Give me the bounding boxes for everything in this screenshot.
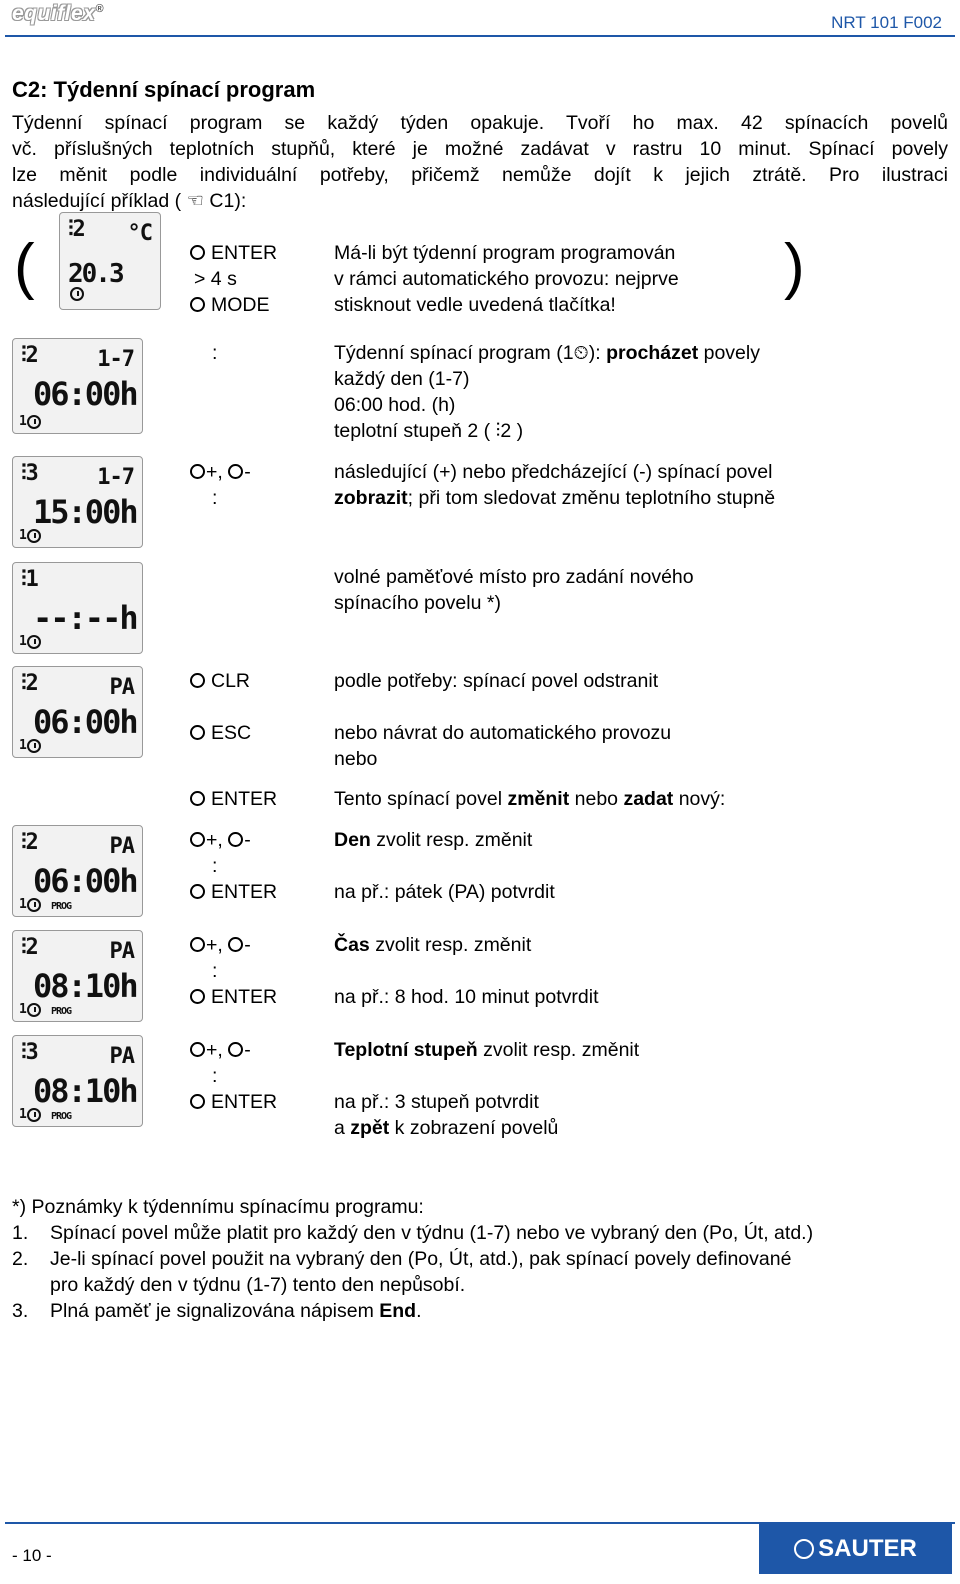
program-number: 1 <box>19 528 26 543</box>
text-span: Týdenní spínací program ( <box>334 342 563 364</box>
note-item <box>12 1246 813 1298</box>
temperature-readout: 20.3 <box>68 259 123 289</box>
note-number: 1. <box>12 1222 29 1244</box>
key-label: - <box>244 934 251 956</box>
clock-icon <box>27 635 41 649</box>
button-bullet-icon <box>190 832 205 847</box>
instruction-text <box>334 720 671 772</box>
key-label: - <box>244 829 251 851</box>
key-label: ENTER <box>211 242 278 264</box>
notes-section <box>12 1194 813 1324</box>
prog-indicator: PROG <box>51 1006 72 1017</box>
key-column <box>190 1037 277 1115</box>
day-indicator: PA <box>109 834 134 859</box>
key-label: CLR <box>211 670 251 692</box>
button-bullet-icon <box>190 1042 205 1057</box>
clock-icon <box>27 1003 41 1017</box>
button-bullet-icon <box>228 1042 243 1057</box>
intro-line: následující příklad ( ☜ C1): <box>12 190 247 212</box>
time-readout: 06:00h <box>33 375 137 413</box>
key-label: : <box>212 960 218 982</box>
button-bullet-icon <box>190 725 205 740</box>
text-line: na př.: pátek (PA) potvrdit <box>334 881 555 903</box>
program-number: 1 <box>19 897 26 912</box>
note-item <box>12 1298 813 1324</box>
text-span: a <box>334 1117 351 1139</box>
key-column <box>190 786 277 812</box>
document-code: NRT 101 F002 <box>831 13 942 32</box>
note-number: 3. <box>12 1300 29 1322</box>
button-bullet-icon <box>190 884 205 899</box>
open-parenthesis: ( <box>14 232 35 301</box>
sauter-emblem-icon <box>794 1539 814 1559</box>
key-column <box>190 827 277 905</box>
program-number: 1 <box>19 414 26 429</box>
temp-level-indicator: ⫶2 <box>68 217 85 242</box>
clock-icon <box>70 287 84 301</box>
button-bullet-icon <box>190 464 205 479</box>
program-number: 1 <box>19 1002 26 1017</box>
bold-text: zobrazit <box>334 487 408 509</box>
instruction-text <box>334 932 599 1010</box>
brand-logo: equiflex® <box>12 2 104 25</box>
instruction-text <box>334 827 555 905</box>
text-line: nebo návrat do automatického provozu <box>334 722 672 744</box>
intro-paragraph <box>12 110 948 214</box>
text-span: k zobrazení povelů <box>389 1117 559 1139</box>
intro-line: lze měnit podle individuální potřeby, přičemž nemůže dojít k jejich ztrátě. Pro ilustraci <box>12 164 948 186</box>
clock-icon <box>27 415 41 429</box>
unit-indicator: °C <box>127 221 152 246</box>
clock-icon <box>27 739 41 753</box>
program-clock-symbol: 1⏲ <box>562 342 589 364</box>
lcd-display <box>12 456 143 548</box>
lcd-display <box>12 930 143 1022</box>
bold-text: změnit <box>507 788 570 810</box>
hold-duration: > 4 s <box>194 268 237 290</box>
clock-icon <box>27 898 41 912</box>
key-column <box>190 459 251 511</box>
key-label: ESC <box>211 722 252 744</box>
day-indicator: PA <box>109 939 134 964</box>
key-label: +, <box>206 1039 229 1061</box>
bold-text: procházet <box>606 342 699 364</box>
brand-name: SAUTER <box>818 1535 917 1562</box>
button-bullet-icon <box>228 937 243 952</box>
day-indicator: 1-7 <box>97 347 134 372</box>
time-readout: 08:10h <box>33 967 137 1005</box>
instruction-text <box>334 240 679 318</box>
key-label: ENTER <box>211 881 278 903</box>
key-column <box>190 720 251 746</box>
instruction-text <box>334 1037 639 1141</box>
key-column <box>190 932 277 1010</box>
text-span: Tento spínací povel <box>334 788 508 810</box>
text-line: v rámci automatického provozu: nejprve <box>334 268 679 290</box>
bold-text: Čas <box>334 934 370 956</box>
text-span: zvolit resp. změnit <box>369 934 532 956</box>
key-column <box>190 668 250 694</box>
time-readout: 06:00h <box>33 862 137 900</box>
text-line: spínacího povelu *) <box>334 592 501 614</box>
key-column: : <box>212 342 218 364</box>
button-bullet-icon <box>228 832 243 847</box>
lcd-display <box>12 338 143 434</box>
note-text: Plná paměť je signalizována nápisem <box>50 1300 380 1322</box>
text-line: Má-li být týdenní program programován <box>334 242 676 264</box>
prog-indicator: PROG <box>51 1111 72 1122</box>
text-line: nebo <box>334 748 378 770</box>
text-line: volné paměťové místo pro zadání nového <box>334 566 694 588</box>
instruction-text <box>334 564 694 616</box>
text-span: zvolit resp. změnit <box>477 1039 640 1061</box>
lcd-display <box>12 1035 143 1127</box>
lcd-display <box>59 212 161 310</box>
text-line: na př.: 3 stupeň potvrdit <box>334 1091 539 1113</box>
key-label: +, <box>206 461 229 483</box>
button-bullet-icon <box>228 464 243 479</box>
day-indicator: PA <box>109 675 134 700</box>
close-parenthesis: ) <box>784 232 805 301</box>
temp-level-indicator: ⫶2 <box>21 671 38 696</box>
button-bullet-icon <box>190 297 205 312</box>
key-label: - <box>244 461 251 483</box>
button-bullet-icon <box>190 791 205 806</box>
key-label: ENTER <box>211 1091 278 1113</box>
note-number: 2. <box>12 1248 29 1270</box>
key-column <box>190 240 277 318</box>
lcd-display <box>12 666 143 758</box>
text-span: nebo <box>569 788 624 810</box>
temp-level-indicator: ⫶3 <box>21 461 38 486</box>
intro-line: vč. příslušných teplotních stupňů, které je možné zadávat v rastru 10 minut. Spínací povely <box>12 138 948 160</box>
key-label: : <box>212 1065 218 1087</box>
bold-text: Teplotní stupeň <box>334 1039 478 1061</box>
program-number: 1 <box>19 634 26 649</box>
text-span: zvolit resp. změnit <box>370 829 533 851</box>
temp-level-indicator: ⫶2 <box>21 935 38 960</box>
text-line: každý den (1-7) <box>334 368 470 390</box>
key-label: : <box>212 855 218 877</box>
text-line: teplotní stupeň 2 ( ⫶2 ) <box>334 420 524 442</box>
note-text: Je-li spínací povel použit na vybraný den (Po, Út, atd.), pak spínací povely definované <box>50 1248 792 1270</box>
day-indicator: 1-7 <box>97 465 134 490</box>
text-line: 06:00 hod. (h) <box>334 394 456 416</box>
button-bullet-icon <box>190 673 205 688</box>
lcd-display <box>12 562 143 654</box>
temp-level-indicator: ⫶3 <box>21 1040 38 1065</box>
time-readout: 06:00h <box>33 703 137 741</box>
day-indicator: PA <box>109 1044 134 1069</box>
note-item <box>12 1220 813 1246</box>
button-bullet-icon <box>190 937 205 952</box>
page-number: - 10 - <box>12 1546 52 1565</box>
instruction-text <box>334 786 725 812</box>
key-label: ENTER <box>211 788 278 810</box>
bold-text: Den <box>334 829 371 851</box>
time-readout: 08:10h <box>33 1072 137 1110</box>
temp-level-indicator: ⫶1 <box>21 567 38 592</box>
lcd-display <box>12 825 143 917</box>
key-label: +, <box>206 934 229 956</box>
bold-text: zadat <box>623 788 674 810</box>
program-number: 1 <box>19 1107 26 1122</box>
bold-text: End <box>379 1300 417 1322</box>
text-span: ): <box>588 342 607 364</box>
prog-indicator: PROG <box>51 901 72 912</box>
button-bullet-icon <box>190 1094 205 1109</box>
clock-icon <box>27 529 41 543</box>
time-readout: 15:00h <box>33 493 137 531</box>
time-readout: --:--h <box>33 599 137 637</box>
button-bullet-icon <box>190 245 205 260</box>
note-text: Spínací povel může platit pro každý den v týdnu (1-7) nebo ve vybraný den (Po, Út, atd.) <box>50 1222 814 1244</box>
note-text: . <box>416 1300 422 1322</box>
clock-icon <box>27 1108 41 1122</box>
instruction-text <box>334 340 760 444</box>
text-line: následující (+) nebo předcházející (-) spínací povel <box>334 461 773 483</box>
note-text: pro každý den v týdnu (1-7) tento den nepůsobí. <box>50 1274 466 1296</box>
button-bullet-icon <box>190 989 205 1004</box>
sauter-logo <box>759 1524 952 1574</box>
header-divider <box>5 35 955 37</box>
text-line: na př.: 8 hod. 10 minut potvrdit <box>334 986 599 1008</box>
key-label: ENTER <box>211 986 278 1008</box>
temp-level-indicator: ⫶2 <box>21 830 38 855</box>
text-line: stisknout vedle uvedená tlačítka! <box>334 294 616 316</box>
program-number: 1 <box>19 738 26 753</box>
text-span: nový: <box>673 788 726 810</box>
key-label: : <box>212 487 218 509</box>
intro-line: Týdenní spínací program se každý týden opakuje. Tvoří ho max. 42 spínacích povelů <box>12 112 948 134</box>
instruction-text: podle potřeby: spínací povel odstranit <box>334 670 659 692</box>
text-span: povely <box>698 342 760 364</box>
section-title: C2: Týdenní spínací program <box>12 77 316 102</box>
notes-title: *) Poznámky k týdennímu spínacímu programu: <box>12 1196 424 1218</box>
temp-level-indicator: ⫶2 <box>21 343 38 368</box>
bold-text: zpět <box>350 1117 390 1139</box>
instruction-text <box>334 459 775 511</box>
key-label: MODE <box>211 294 270 316</box>
key-label: +, <box>206 829 229 851</box>
text-span: ; při tom sledovat změnu teplotního stupně <box>407 487 776 509</box>
key-label: - <box>244 1039 251 1061</box>
